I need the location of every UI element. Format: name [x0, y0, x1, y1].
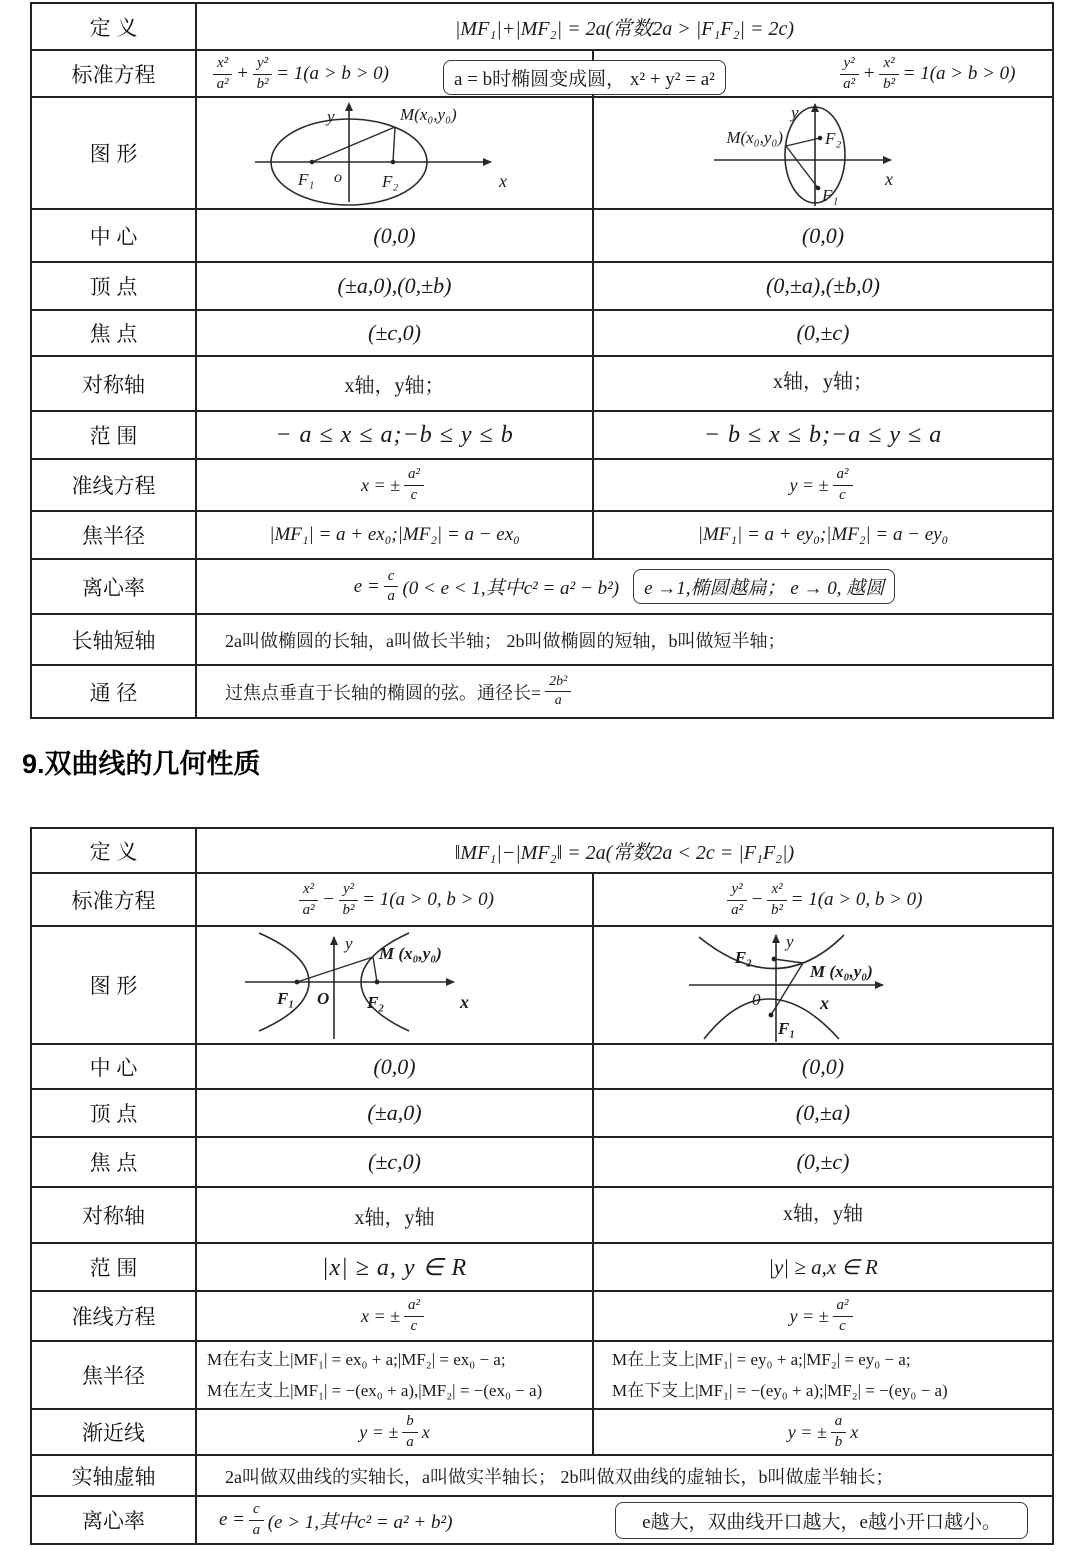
t2-range-right: |y| ≥ a,x ∈ R	[593, 1243, 1053, 1291]
fraction	[545, 674, 571, 709]
fraction	[833, 466, 853, 504]
t2-realimag-value: 2a叫做双曲线的实轴长，a叫做实半轴长； 2b叫做双曲线的虚轴长，b叫做虚半轴长；	[196, 1455, 1053, 1496]
table-row	[31, 97, 1053, 209]
arrow-right-icon	[875, 981, 884, 989]
t1-axis-right: x轴，y轴；	[593, 356, 1053, 411]
t2-focus-right: (0,±c)	[593, 1137, 1053, 1187]
t1-latus-label: 通 径	[31, 665, 196, 718]
t1-range-label: 范 围	[31, 411, 196, 459]
latus-rectum-text	[225, 674, 575, 709]
t2-std-left-equation	[295, 881, 494, 919]
frac-numerator: c	[384, 568, 399, 587]
equation-lhs: y = ±	[787, 1421, 827, 1442]
frac-denominator: c	[839, 1317, 846, 1334]
frac-denominator: a²	[843, 75, 856, 92]
directrix-equation	[790, 466, 857, 504]
equation-lhs: e =	[219, 1509, 246, 1530]
frac-denominator: b	[834, 1433, 843, 1450]
t2-ecc-label: 离心率	[31, 1496, 196, 1544]
equation-lhs: y = ±	[359, 1421, 399, 1442]
t2-std-label: 标准方程	[31, 873, 196, 926]
focus1-label: F₁	[298, 170, 315, 189]
t1-std-left-equation	[197, 55, 389, 93]
t2-fig-right-cell	[593, 926, 1053, 1044]
t2-std-left-cell	[196, 873, 593, 926]
t1-range-left: − a ≤ x ≤ a;−b ≤ y ≤ b	[196, 411, 593, 459]
focus1-label: F₁	[778, 1019, 796, 1038]
ellipse-properties-table	[30, 2, 1054, 719]
equation-lhs: 过焦点垂直于长轴的椭圆的弦。通径长=	[225, 682, 542, 703]
hyperbola-properties-table	[30, 827, 1054, 1545]
t1-std-left-cell	[196, 50, 715, 97]
focus2-label: F₂	[382, 172, 399, 191]
point-m-label: M (x₀,y₀)	[379, 944, 442, 963]
t2-vertex-label: 顶 点	[31, 1089, 196, 1137]
fraction	[213, 55, 232, 93]
frac-numerator: y²	[727, 881, 746, 900]
t1-ecc-cell	[196, 559, 1053, 614]
t2-vertex-left: (±a,0)	[196, 1089, 593, 1137]
frac-denominator: a	[252, 1521, 261, 1538]
origin-label: 0	[752, 990, 761, 1009]
t1-vertex-right: (0,±a),(±b,0)	[593, 262, 1053, 310]
table-row	[31, 1137, 1053, 1187]
t2-realimag-label: 实轴虚轴	[31, 1455, 196, 1496]
fraction	[727, 881, 746, 919]
y-axis-label: y	[786, 932, 794, 951]
focus1-label: F₁	[822, 186, 839, 205]
frac-denominator: b²	[342, 901, 355, 918]
t1-vertex-left: (±a,0),(0,±b)	[196, 262, 593, 310]
t1-latus-cell	[196, 665, 1053, 718]
table-row	[31, 828, 1053, 873]
t2-axis-left: x轴，y轴	[196, 1187, 593, 1243]
equation-lhs: e =	[353, 575, 380, 597]
table-row	[31, 356, 1053, 411]
t1-axis-left: x轴，y轴；	[196, 356, 593, 411]
operator: +	[236, 63, 249, 84]
section-heading: 9.双曲线的几何性质	[22, 749, 261, 779]
t2-directrix-label: 准线方程	[31, 1291, 196, 1341]
t2-fig-label: 图 形	[31, 926, 196, 1044]
t2-asymptote-right	[593, 1409, 1053, 1455]
table-row	[31, 50, 1053, 97]
frac-denominator: b²	[883, 75, 896, 92]
t2-axis-right: x轴，y轴	[593, 1187, 1053, 1243]
t1-focus-label: 焦 点	[31, 310, 196, 356]
origin-label: o	[334, 169, 342, 186]
spacer	[0, 783, 1080, 827]
frac-numerator: y²	[253, 55, 272, 74]
table-row	[31, 1455, 1053, 1496]
t1-axis-label: 对称轴	[31, 356, 196, 411]
frac-denominator: c	[839, 486, 846, 503]
point-m-label: M(x₀,y₀)	[400, 105, 457, 124]
table-row	[31, 3, 1053, 50]
frac-numerator: 2b²	[545, 674, 571, 692]
arrow-right-icon	[446, 978, 455, 986]
frac-denominator: b²	[256, 75, 269, 92]
equation-lhs: y = ±	[789, 1305, 829, 1326]
frac-numerator: a	[831, 1413, 847, 1432]
t1-std-label: 标准方程	[31, 50, 196, 97]
arrow-up-icon	[772, 934, 780, 943]
table-row	[31, 1243, 1053, 1291]
t1-fig-label: 图 形	[31, 97, 196, 209]
t1-vertex-label: 顶 点	[31, 262, 196, 310]
frac-denominator: a²	[302, 901, 315, 918]
fraction	[879, 55, 898, 93]
fraction	[299, 881, 318, 919]
t1-focus-left: (±c,0)	[196, 310, 593, 356]
t1-fradius-right: |MF₁| = a + ey₀;|MF₂| = a − ey₀	[593, 511, 1053, 559]
fraction	[249, 1501, 264, 1539]
t1-center-label: 中 心	[31, 209, 196, 262]
t2-def-value: ‖MF₁|−|MF₂‖ = 2a(常数2a < 2c = |F₁F₂|)	[196, 828, 1053, 873]
table-row	[31, 873, 1053, 926]
arrow-up-icon	[330, 936, 338, 945]
t2-axis-label: 对称轴	[31, 1187, 196, 1243]
directrix-equation	[361, 1297, 428, 1335]
arrow-up-icon	[345, 102, 353, 111]
x-axis-label: x	[885, 169, 893, 189]
frac-denominator: a	[554, 693, 562, 708]
ellipse-vertical-figure	[594, 98, 1052, 208]
t1-directrix-right	[593, 459, 1053, 511]
frac-numerator: a²	[833, 466, 853, 485]
t1-def-value: |MF₁|+|MF₂| = 2a(常数2a > |F₁F₂| = 2c)	[196, 3, 1053, 50]
table-row	[31, 459, 1053, 511]
table-row	[31, 1341, 1053, 1409]
t2-center-left: (0,0)	[196, 1044, 593, 1089]
table-row	[31, 209, 1053, 262]
frac-numerator: x²	[213, 55, 232, 74]
frac-denominator: a	[406, 1433, 414, 1450]
fraction	[840, 55, 859, 93]
y-axis-label: y	[327, 107, 335, 126]
t1-ecc-label: 离心率	[31, 559, 196, 614]
frac-numerator: a²	[404, 466, 424, 485]
t2-def-label: 定 义	[31, 828, 196, 873]
t1-fig-left-cell	[196, 97, 593, 209]
t2-focus-left: (±c,0)	[196, 1137, 593, 1187]
equation-rhs: = 1(a > 0, b > 0)	[790, 889, 923, 910]
t1-std-right-equation	[836, 55, 1016, 93]
t2-asymptote-left	[196, 1409, 593, 1455]
table-row	[31, 559, 1053, 614]
arrow-right-icon	[883, 156, 892, 164]
table-row	[31, 1044, 1053, 1089]
operator: −	[322, 889, 335, 910]
equation-rhs: x	[850, 1421, 859, 1442]
table-row	[31, 1291, 1053, 1341]
focal-radius-line: M在左支上|MF₁| = −(ex₀ + a),|MF₂| = −(ex₀ − a)	[207, 1381, 543, 1400]
fraction	[404, 466, 424, 504]
fraction	[339, 881, 358, 919]
t1-focus-right: (0,±c)	[593, 310, 1053, 356]
equation-lhs: x = ±	[360, 1305, 400, 1326]
frac-denominator: c	[410, 486, 418, 503]
equation-lhs: y = ±	[789, 474, 829, 495]
eccentricity-note-box: e越大，双曲线开口越大，e越小开口越小。	[615, 1502, 1028, 1539]
table-row	[31, 411, 1053, 459]
x-axis-label: x	[820, 993, 829, 1013]
table-row	[31, 310, 1053, 356]
t2-fradius-left	[196, 1341, 593, 1409]
t1-center-left: (0,0)	[196, 209, 593, 262]
t2-fradius-right	[593, 1341, 1053, 1409]
y-axis-label: y	[791, 103, 799, 122]
frac-denominator: c	[410, 1317, 418, 1334]
t1-directrix-left	[196, 459, 593, 511]
frac-denominator: a	[387, 588, 395, 604]
focal-radius-line: M在上支上|MF₁| = ey₀ + a;|MF₂| = ey₀ − a;	[612, 1349, 911, 1369]
table-row	[31, 262, 1053, 310]
table-row	[31, 1089, 1053, 1137]
table-row	[31, 1496, 1053, 1544]
t1-majmin-value: 2a叫做椭圆的长轴，a叫做长半轴； 2b叫做椭圆的短轴，b叫做短半轴；	[196, 614, 1053, 665]
t2-std-right-cell	[593, 873, 1053, 926]
t1-def-label: 定 义	[31, 3, 196, 50]
y-axis-label: y	[345, 934, 353, 953]
directrix-equation	[789, 1297, 856, 1335]
fraction	[833, 1297, 853, 1335]
equation-rhs: (0 < e < 1,其中c² = a² − b²)	[402, 578, 620, 599]
hyperbola-horizontal-figure	[197, 927, 592, 1043]
fraction	[831, 1413, 847, 1451]
t2-center-label: 中 心	[31, 1044, 196, 1089]
focus2-label: F₂	[734, 948, 752, 967]
frac-denominator: b²	[771, 901, 784, 918]
focal-radius-line: M在下支上|MF₁| = −(ey₀ + a);|MF₂| = −(ey₀ − a)	[612, 1381, 948, 1400]
equation-rhs: (e > 1,其中c² = a² + b²)	[267, 1511, 453, 1533]
t2-std-right-equation	[723, 881, 922, 919]
eccentricity-row	[197, 1501, 1052, 1539]
fraction	[253, 55, 272, 93]
fraction	[384, 568, 399, 606]
eccentricity-row	[197, 568, 1052, 606]
frac-numerator: x²	[767, 881, 786, 900]
table-row	[31, 926, 1053, 1044]
t2-directrix-right	[593, 1291, 1053, 1341]
origin-label: O	[317, 989, 330, 1008]
frac-numerator: y²	[840, 55, 859, 74]
x-axis-label: x	[499, 171, 507, 191]
arrow-right-icon	[483, 158, 492, 166]
frac-numerator: a²	[833, 1297, 853, 1316]
t2-asymptote-label: 渐近线	[31, 1409, 196, 1455]
frac-numerator: b	[402, 1413, 418, 1432]
table-row	[31, 665, 1053, 718]
t2-range-label: 范 围	[31, 1243, 196, 1291]
eccentricity-note-box: e →1,椭圆越扁； e → 0, 越圆	[633, 569, 895, 604]
focus2-label: F₂	[825, 129, 842, 148]
t2-vertex-right: (0,±a)	[593, 1089, 1053, 1137]
focal-radius-line: M在右支上|MF₁| = ex₀ + a;|MF₂| = ex₀ − a;	[207, 1349, 506, 1369]
operator: +	[862, 63, 876, 84]
eccentricity-equation	[219, 1501, 453, 1539]
ellipse-horizontal-figure	[197, 98, 592, 208]
t1-center-right: (0,0)	[593, 209, 1053, 262]
t1-majmin-label: 长轴短轴	[31, 614, 196, 665]
frac-numerator: a²	[404, 1297, 424, 1316]
focus1-label: F₁	[277, 989, 295, 1008]
asymptote-equation	[359, 1413, 430, 1451]
table-row	[31, 511, 1053, 559]
t2-fradius-label: 焦半径	[31, 1341, 196, 1409]
table-row	[31, 1409, 1053, 1455]
t1-directrix-label: 准线方程	[31, 459, 196, 511]
operator: −	[750, 889, 764, 910]
x-axis-label: x	[460, 992, 469, 1012]
frac-numerator: y²	[339, 881, 358, 900]
equation-rhs: = 1(a > b > 0)	[276, 63, 390, 84]
equation-rhs: x	[421, 1421, 430, 1442]
t2-fig-left-cell	[196, 926, 593, 1044]
asymptote-equation	[788, 1413, 859, 1451]
t1-fig-right-cell	[593, 97, 1053, 209]
t2-ecc-cell	[196, 1496, 1053, 1544]
point-m-label: M(x₀,y₀)	[726, 128, 783, 147]
frac-denominator: a²	[216, 75, 229, 92]
equation-lhs: x = ±	[360, 474, 400, 495]
hyperbola-vertical-figure	[594, 927, 1052, 1043]
t2-directrix-left	[196, 1291, 593, 1341]
fraction	[767, 881, 786, 919]
t1-range-right: − b ≤ x ≤ b;−a ≤ y ≤ a	[593, 411, 1053, 459]
table-row	[31, 614, 1053, 665]
equation-rhs: = 1(a > 0, b > 0)	[362, 889, 494, 910]
fraction	[402, 1413, 418, 1451]
t2-focus-label: 焦 点	[31, 1137, 196, 1187]
frac-numerator: x²	[299, 881, 318, 900]
table-row	[31, 1187, 1053, 1243]
fraction	[404, 1297, 424, 1335]
circle-note-box: a = b时椭圆变成圆， x² + y² = a²	[443, 60, 726, 95]
focus2-label: F₂	[367, 993, 385, 1012]
directrix-equation	[361, 466, 428, 504]
t1-fradius-left: |MF₁| = a + ex₀;|MF₂| = a − ex₀	[196, 511, 593, 559]
frac-numerator: c	[249, 1501, 264, 1520]
point-m-label: M (x₀,y₀)	[810, 962, 873, 981]
frac-denominator: a²	[731, 901, 744, 918]
frac-numerator: x²	[879, 55, 898, 74]
t2-center-right: (0,0)	[593, 1044, 1053, 1089]
eccentricity-equation	[354, 568, 619, 606]
t1-fradius-label: 焦半径	[31, 511, 196, 559]
equation-rhs: = 1(a > b > 0)	[902, 63, 1016, 84]
t2-range-left: |x| ≥ a, y ∈ R	[196, 1243, 593, 1291]
